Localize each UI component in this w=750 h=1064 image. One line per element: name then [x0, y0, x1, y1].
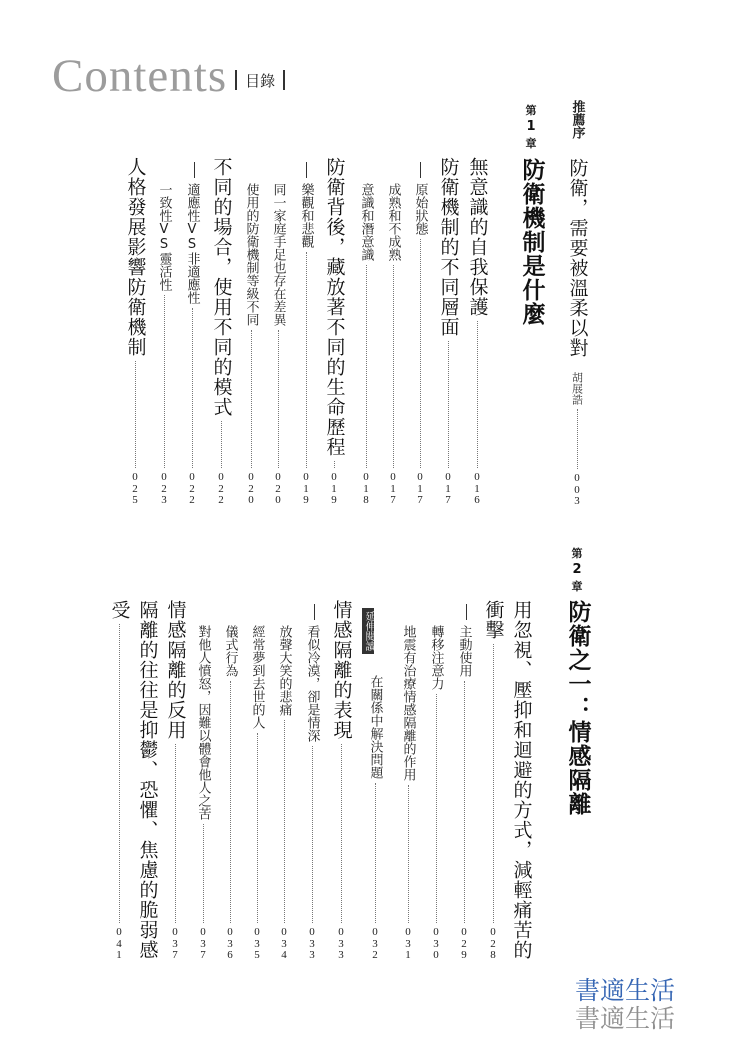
page-number: 0 2 8: [490, 926, 496, 962]
toc-entry-line1[interactable]: 用忽視、壓抑和迴避的方式，減輕痛苦的: [510, 600, 533, 960]
toc-entry[interactable]: 防衛背後，藏放著不同的生命歷程 0 1 9: [323, 157, 346, 507]
toc-entry-line2[interactable]: 衝擊 0 2 8: [482, 600, 505, 962]
page-number: 0 4 1: [116, 926, 122, 962]
dot-leader: [175, 744, 176, 923]
dot-leader: [420, 239, 421, 468]
dot-leader: [135, 361, 136, 468]
toc-subentry[interactable]: 主動使用 0 2 9: [456, 625, 472, 962]
toc-subentry[interactable]: 樂觀和悲觀 0 1 9: [298, 183, 314, 507]
publisher-logo: [575, 977, 675, 1033]
dot-leader: [577, 409, 578, 469]
extended-reading-tag: 延伸閱讀: [362, 608, 374, 654]
dot-leader: [203, 824, 204, 923]
header-divider-right: [283, 70, 285, 90]
preface-label: 推薦序: [569, 100, 585, 139]
page-number: 0 2 0: [275, 471, 281, 507]
toc-entry[interactable]: 無意識的自我保護 0 1 6: [466, 157, 489, 507]
chapter1-label: 第 1 章: [525, 104, 537, 150]
toc-entry[interactable]: 情感隔離的反用 0 3 7: [164, 600, 187, 962]
page-number: 0 2 5: [132, 471, 138, 507]
dot-leader: [393, 265, 394, 468]
chapter1-title: 防衛機制是什麼: [518, 158, 545, 326]
page-number: 0 1 6: [474, 471, 480, 507]
page-number: 0 3 7: [200, 926, 206, 962]
dot-leader: [477, 321, 478, 468]
section-rule: [194, 162, 195, 178]
toc-entry[interactable]: 不同的場合，使用不同的模式 0 2 2: [210, 157, 233, 507]
section-rule: [466, 604, 467, 620]
dot-leader: [366, 265, 367, 468]
toc-subentry[interactable]: 看似冷漠，卻是情深 0 3 3: [304, 625, 320, 962]
page-number: 0 3 0: [433, 926, 439, 962]
toc-subentry[interactable]: 儀式行為 0 3 6: [222, 625, 238, 962]
toc-entry[interactable]: 人格發展影響防衛機制 0 2 5: [124, 157, 147, 507]
toc-entry-line2[interactable]: 受 0 4 1: [108, 600, 131, 962]
toc-subentry[interactable]: 使用的防衛機制等級不同 0 2 0: [243, 183, 259, 507]
page-number: 0 3 3: [338, 926, 344, 962]
page-number: 0 2 0: [248, 471, 254, 507]
page-number: 0 2 3: [161, 471, 167, 507]
chapter1-title-column: [518, 158, 544, 358]
page-number: 0 3 6: [227, 926, 233, 962]
chapter2-title: 防衛之一：情感隔離: [564, 600, 591, 816]
page-number: 0 1 9: [303, 471, 309, 507]
page-number: 0 2 2: [218, 471, 224, 507]
header-divider-left: [235, 70, 237, 90]
dot-leader: [408, 785, 409, 923]
dot-leader: [306, 252, 307, 468]
section-rule: [306, 162, 307, 178]
page-number: 0 1 9: [331, 471, 337, 507]
section-rule: [420, 162, 421, 178]
dot-leader: [375, 783, 376, 923]
toc-subentry[interactable]: 適應性VS非適應性 0 2 2: [184, 183, 200, 507]
toc-subentry[interactable]: 一致性VS靈活性 0 2 3: [156, 183, 172, 507]
page-number: 0 2 2: [189, 471, 195, 507]
dot-leader: [164, 295, 165, 468]
dot-leader: [493, 644, 494, 923]
publisher-logo-line2: 書適生活: [575, 1004, 676, 1033]
preface-title: 防衛，需要被溫柔以對: [566, 158, 589, 358]
toc-entry-line1[interactable]: 隔離的往往是抑鬱、恐懼、焦慮的脆弱感: [136, 600, 159, 960]
dot-leader: [448, 341, 449, 468]
page-number: 0 3 1: [405, 926, 411, 962]
dot-leader: [119, 624, 120, 923]
dot-leader: [230, 681, 231, 923]
dot-leader: [341, 744, 342, 923]
page-number: 0 1 8: [363, 471, 369, 507]
toc-subentry[interactable]: 對他人憤怒，因難以體會他人之苦 0 3 7: [195, 625, 211, 962]
dot-leader: [464, 681, 465, 923]
chapter2-title-column: [564, 600, 590, 860]
page-number: 0 3 4: [281, 926, 287, 962]
toc-entry[interactable]: 防衛機制的不同層面 0 1 7: [437, 157, 460, 507]
preface-author: 胡展誥: [570, 372, 584, 405]
contents-heading: Contents: [52, 50, 228, 102]
toc-subentry[interactable]: 成熟和不成熟 0 1 7: [385, 183, 401, 507]
dot-leader: [257, 733, 258, 923]
dot-leader: [284, 720, 285, 923]
preface-label-column: [566, 100, 588, 155]
toc-subentry[interactable]: 原始狀態 0 1 7: [412, 183, 428, 507]
section-rule: [314, 604, 315, 620]
dot-leader: [192, 308, 193, 468]
toc-subentry[interactable]: 意識和潛意識 0 1 8: [358, 183, 374, 507]
dot-leader: [436, 694, 437, 923]
dot-leader: [278, 330, 279, 468]
contents-subheading: 目錄: [245, 71, 276, 90]
publisher-logo-line1: 書適生活: [575, 976, 676, 1005]
toc-entry[interactable]: 情感隔離的表現 0 3 3: [330, 600, 353, 962]
page-number: 0 3 2: [372, 926, 378, 962]
page-number: 0 0 3: [574, 472, 580, 508]
chapter2-label: 第 2 章: [571, 547, 583, 593]
toc-subentry[interactable]: 經常夢到去世的人 0 3 5: [249, 625, 265, 962]
dot-leader: [312, 746, 313, 923]
toc-subentry[interactable]: 在關係中解決問題 0 3 2: [367, 675, 383, 962]
dot-leader: [251, 330, 252, 468]
page-number: 0 1 7: [390, 471, 396, 507]
page-number: 0 3 5: [254, 926, 260, 962]
preface-entry[interactable]: [566, 158, 588, 508]
dot-leader: [334, 461, 335, 468]
page-number: 0 1 7: [417, 471, 423, 507]
page-number: 0 3 7: [172, 926, 178, 962]
dot-leader: [221, 421, 222, 468]
toc-subentry[interactable]: 放聲大笑的悲痛 0 3 4: [276, 625, 292, 962]
toc-subentry[interactable]: 地震有治療情感隔離的作用 0 3 1: [400, 625, 416, 962]
page-number: 0 3 3: [309, 926, 315, 962]
toc-subentry[interactable]: 同一家庭手足也存在差異 0 2 0: [270, 183, 286, 507]
contents-header: [52, 46, 293, 106]
page-number: 0 2 9: [461, 926, 467, 962]
toc-subentry[interactable]: 轉移注意力 0 3 0: [428, 625, 444, 962]
page-number: 0 1 7: [445, 471, 451, 507]
